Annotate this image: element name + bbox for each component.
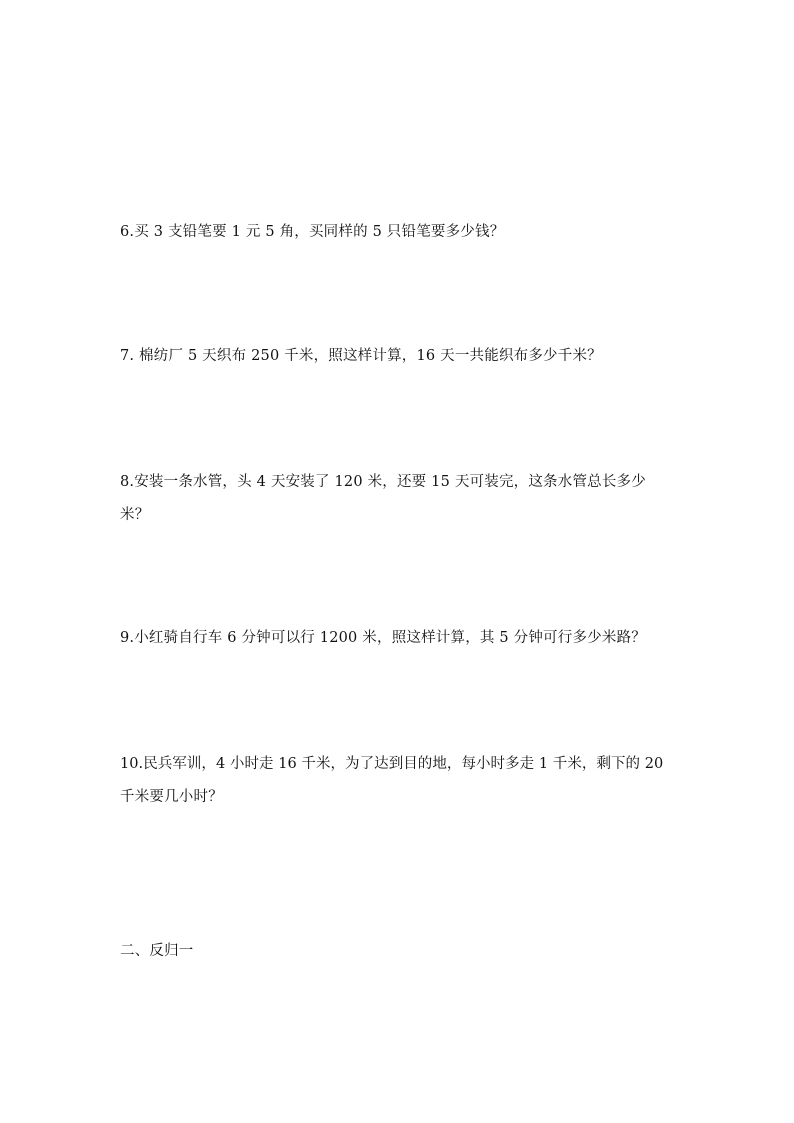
question-6: 6.买 3 支铅笔要 1 元 5 角，买同样的 5 只铅笔要多少钱？ bbox=[120, 224, 505, 240]
question-7: 7. 棉纺厂 5 天织布 250 千米，照这样计算，16 天一共能织布多少千米？ bbox=[120, 348, 602, 364]
section-heading: 二、反归一 bbox=[120, 943, 194, 959]
question-10-line-1: 10.民兵军训，4 小时走 16 千米，为了达到目的地，每小时多走 1 千米，剩下的 20 bbox=[120, 756, 664, 772]
question-10-line-2: 千米要几小时？ bbox=[120, 789, 223, 805]
question-8-line-1: 8.安装一条水管，头 4 天安装了 120 米，还要 15 天可装完，这条水管总长多少 bbox=[120, 474, 646, 490]
question-8-line-2: 米？ bbox=[120, 507, 150, 523]
question-9: 9.小红骑自行车 6 分钟可以行 1200 米，照这样计算，其 5 分钟可行多少米路？ bbox=[120, 630, 646, 646]
